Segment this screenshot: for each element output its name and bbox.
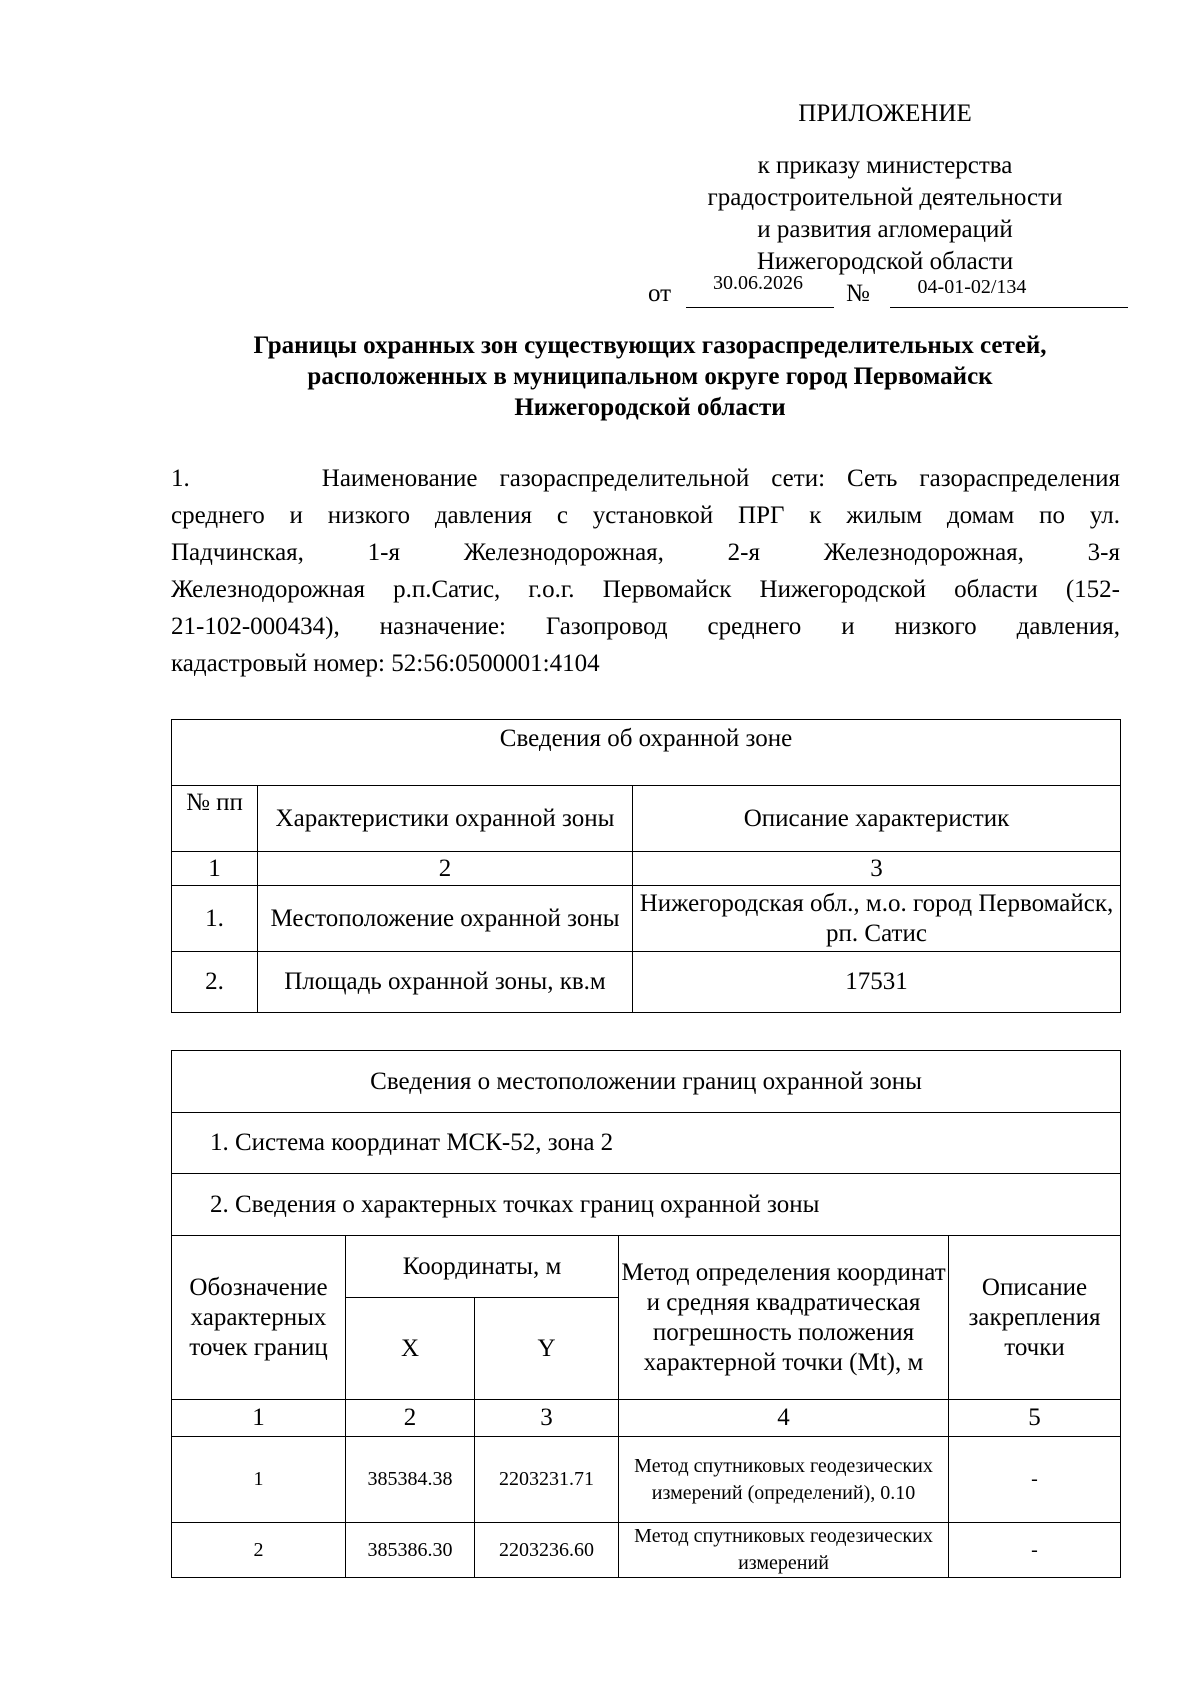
boundary-coordinates-table — [171, 1050, 1121, 1578]
row-num: 1. — [172, 886, 258, 952]
title-line: Нижегородской области — [514, 394, 786, 421]
column-number: 1 — [172, 852, 258, 886]
network-description — [171, 460, 1120, 682]
column-number: 3 — [475, 1400, 619, 1437]
header-num: № пп — [172, 786, 258, 852]
paragraph-line: 1. Наименование газораспределительной сети: Сеть газораспределения — [171, 465, 1120, 492]
appendix-line: к приказу министерства — [757, 152, 1013, 179]
table-row — [172, 1437, 1121, 1523]
order-reference — [648, 268, 1128, 312]
paragraph-line: 21-102-000434), назначение: Газопровод среднего и низкого давления, — [171, 613, 1120, 640]
zone-table-title: Сведения об охранной зоне — [172, 720, 1121, 786]
zone-info-table — [171, 719, 1121, 1013]
header-x: X — [346, 1298, 475, 1400]
coordinate-system: 1. Система координат МСК-52, зона 2 — [172, 1113, 1121, 1174]
point-id: 1 — [172, 1437, 346, 1523]
order-number: 04-01-02/134 — [917, 276, 1027, 298]
paragraph-line: Железнодорожная р.п.Сатис, г.о.г. Первомайск Нижегородской области (152- — [171, 576, 1120, 603]
appendix-line: градостроительной деятельности — [707, 184, 1063, 211]
column-number: 5 — [949, 1400, 1121, 1437]
title-line: Границы охранных зон существующих газораспределительных сетей, — [253, 332, 1047, 359]
point-y: 2203236.60 — [475, 1523, 619, 1578]
number-underline — [890, 307, 1128, 308]
paragraph-line: кадастровый номер: 52:56:0500001:4104 — [171, 650, 600, 677]
column-number: 2 — [346, 1400, 475, 1437]
table-row — [172, 952, 1121, 1013]
paragraph-line: среднего и низкого давления с установкой ПРГ к жилым домам по ул. — [171, 502, 1120, 529]
points-title: 2. Сведения о характерных точках границ охранной зоны — [172, 1174, 1121, 1236]
column-number: 3 — [633, 852, 1121, 886]
header-fixing: Описание закрепления точки — [949, 1236, 1121, 1400]
header-description: Описание характеристик — [633, 786, 1121, 852]
header-method: Метод определения координат и средняя квадратическая погрешность положения характерной точки (Mt), м — [619, 1236, 949, 1400]
from-label: от — [648, 280, 672, 307]
point-fixing: - — [949, 1437, 1121, 1523]
coords-table-title: Сведения о местоположении границ охранной зоны — [172, 1051, 1121, 1113]
header-coordinates: Координаты, м — [346, 1236, 619, 1298]
point-x: 385386.30 — [346, 1523, 475, 1578]
number-label: № — [846, 280, 870, 307]
row-name: Местоположение охранной зоны — [258, 886, 633, 952]
table-row — [172, 886, 1121, 952]
title-line: расположенных в муниципальном округе город Первомайск — [307, 363, 993, 390]
paragraph-line: Падчинская, 1-я Железнодорожная, 2-я Железнодорожная, 3-я — [171, 539, 1120, 566]
appendix-line: Нижегородской области — [756, 248, 1014, 275]
row-value: Нижегородская обл., м.о. город Первомайск, рп. Сатис — [633, 886, 1121, 952]
header-characteristic: Характеристики охранной зоны — [258, 786, 633, 852]
header-y: Y — [475, 1298, 619, 1400]
table-row — [172, 1523, 1121, 1578]
column-number: 2 — [258, 852, 633, 886]
order-date: 30.06.2026 — [713, 272, 803, 294]
point-method: Метод спутниковых геодезических измерений (определений), 0.10 — [619, 1437, 949, 1523]
point-y: 2203231.71 — [475, 1437, 619, 1523]
point-fixing: - — [949, 1523, 1121, 1578]
column-number: 4 — [619, 1400, 949, 1437]
document-title — [170, 330, 1130, 423]
point-id: 2 — [172, 1523, 346, 1578]
row-name: Площадь охранной зоны, кв.м — [258, 952, 633, 1013]
row-value: 17531 — [633, 952, 1121, 1013]
appendix-title: ПРИЛОЖЕНИЕ — [798, 100, 972, 127]
appendix-lines — [645, 150, 1125, 278]
date-underline — [686, 307, 834, 308]
point-method: Метод спутниковых геодезических измерений — [619, 1523, 949, 1578]
point-x: 385384.38 — [346, 1437, 475, 1523]
header-designation: Обозначение характерных точек границ — [172, 1236, 346, 1400]
column-number: 1 — [172, 1400, 346, 1437]
appendix-line: и развития агломераций — [757, 216, 1013, 243]
row-num: 2. — [172, 952, 258, 1013]
